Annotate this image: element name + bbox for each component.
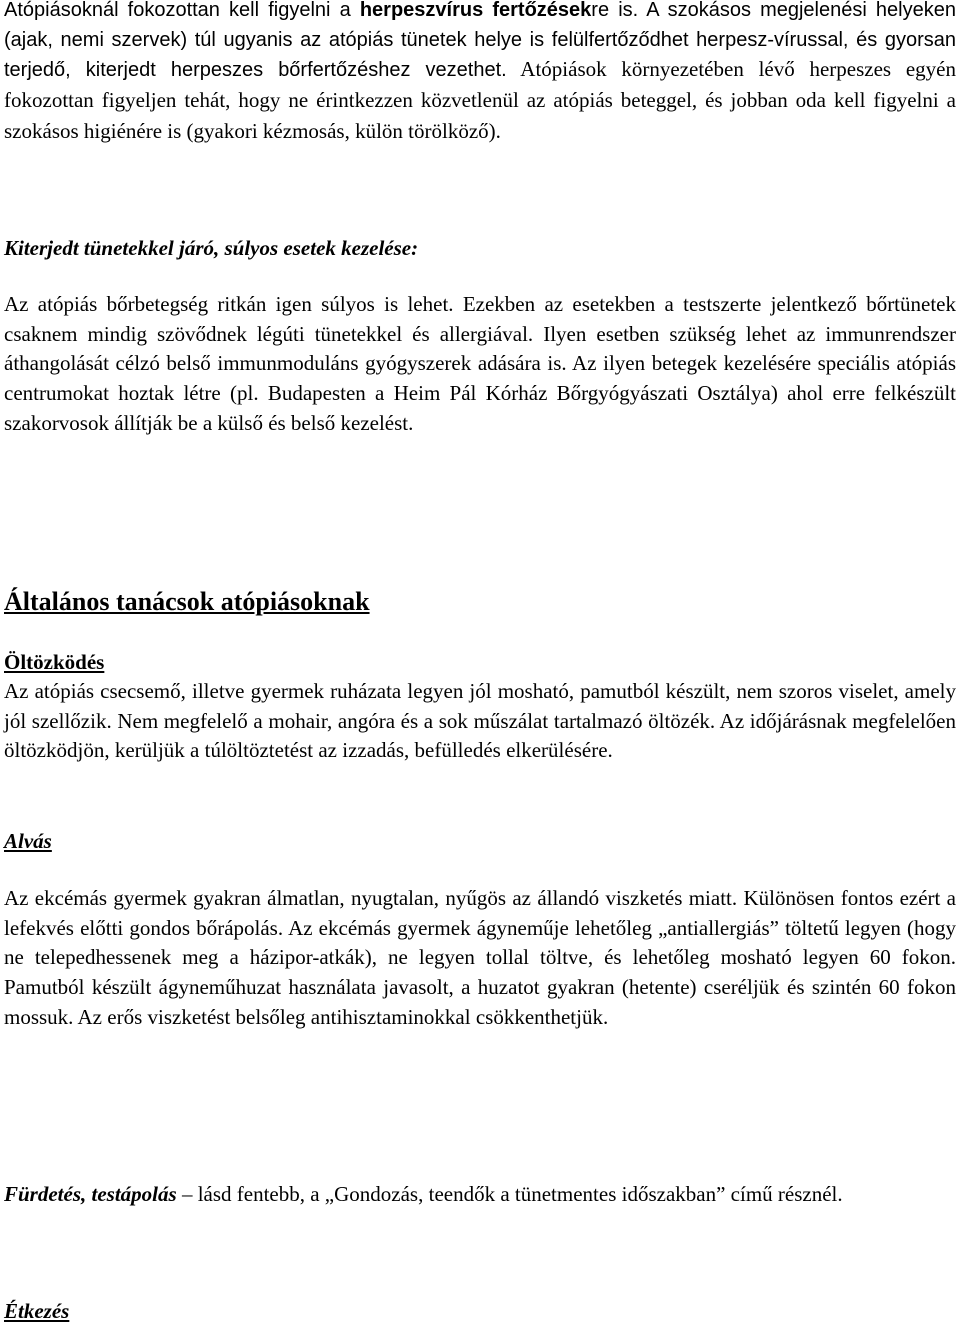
severe-paragraph: Az atópiás bőrbetegség ritkán igen súlyos is lehet. Ezekben az esetekben a testszerte jelentkező bőrtünetek csaknem mindig szövődnek légúti tünetekkel és allergiával. Ilyen esetben szükség lehet az immunrendszer áthangolását célzó belső immunmoduláns gyógyszerek adására is. Az ilyen betegek kezelésére speciális atópiás centrumokat hoztak létre (pl. Budapesten a Heim Pál Kórház Bőrgyógyászati Osztálya) ahol erre felkészült szakorvosok állítják be a külső és belső kezelést. xyxy=(4,292,956,435)
intro-text-3: Atópiások környezetében lévő herpeszes egyén fokozottan figyeljen tehát, hogy ne érintkezzen közvetlenül az atópiás beteggel, és jobban oda kell figyelni a szokásos higiénére is (gyakori kézmosás, külön törölköző). xyxy=(4,57,956,143)
intro-text-2: re is. A szokásos megjelenési helyeken (ajak, nemi szervek) túl ugyanis az atópiás tünetek helye is felülfertőződhet herpesz-vírussal, és gyorsan terjedő, kiterjedt herpeszes bőrfertőzéshez vezethet. xyxy=(4,0,956,82)
sleep-section xyxy=(4,826,956,856)
general-section xyxy=(4,585,956,619)
general-heading: Általános tanácsok atópiásoknak xyxy=(4,587,370,616)
clothing-heading: Öltözködés xyxy=(4,650,105,674)
intro-text-1: Atópiásoknál fokozottan kell figyelni a xyxy=(4,0,360,21)
bathing-heading: Fürdetés, testápolás xyxy=(4,1182,177,1206)
intro-bold-text: herpeszvírus fertőzések xyxy=(359,0,592,21)
severe-heading: Kiterjedt tünetekkel járó, súlyos esetek kezelése: xyxy=(4,236,419,260)
bathing-paragraph xyxy=(4,1180,956,1210)
severe-section xyxy=(4,233,956,263)
clothing-section xyxy=(4,647,956,766)
eating-section xyxy=(4,1296,956,1326)
intro-section xyxy=(4,0,956,148)
bathing-text: – lásd fentebb, a „Gondozás, teendők a tünetmentes időszakban” című résznél. xyxy=(176,1182,843,1206)
eating-heading: Étkezés xyxy=(4,1299,70,1323)
intro-paragraph xyxy=(4,0,956,148)
sleep-paragraph: Az ekcémás gyermek gyakran álmatlan, nyugtalan, nyűgös az állandó viszketés miatt. Különösen fontos ezért a lefekvés előtti gondos bőrápolás. Az ekcémás gyermek ágyneműje lehetőleg „antiallergiás” töltetű legyen (hogy ne telepedhessenek meg a házipor-atkák), ne legyen tollal töltve, és lehetőleg mosható legyen 60 fokon. Pamutból készült ágyneműhuzat használata javasolt, a huzatot gyakran (hetente) cseréljük és szintén 60 fokon mossuk. Az erős viszketést belsőleg antihisztaminokkal csökkenthetjük. xyxy=(4,886,956,1029)
sleep-heading: Alvás xyxy=(4,829,52,853)
severe-body-block xyxy=(4,290,956,439)
bathing-section xyxy=(4,1180,956,1210)
clothing-paragraph: Az atópiás csecsemő, illetve gyermek ruházata legyen jól mosható, pamutból készült, nem szoros viselet, amely jól szellőzik. Nem megfelelő a mohair, angóra és a sok műszálat tartalmazó öltözék. Az időjárásnak megfelelően öltözködjön, kerüljük a túlöltöztetést az izzadás, befülledés elkerülésére. xyxy=(4,679,956,763)
sleep-body-block xyxy=(4,884,956,1033)
